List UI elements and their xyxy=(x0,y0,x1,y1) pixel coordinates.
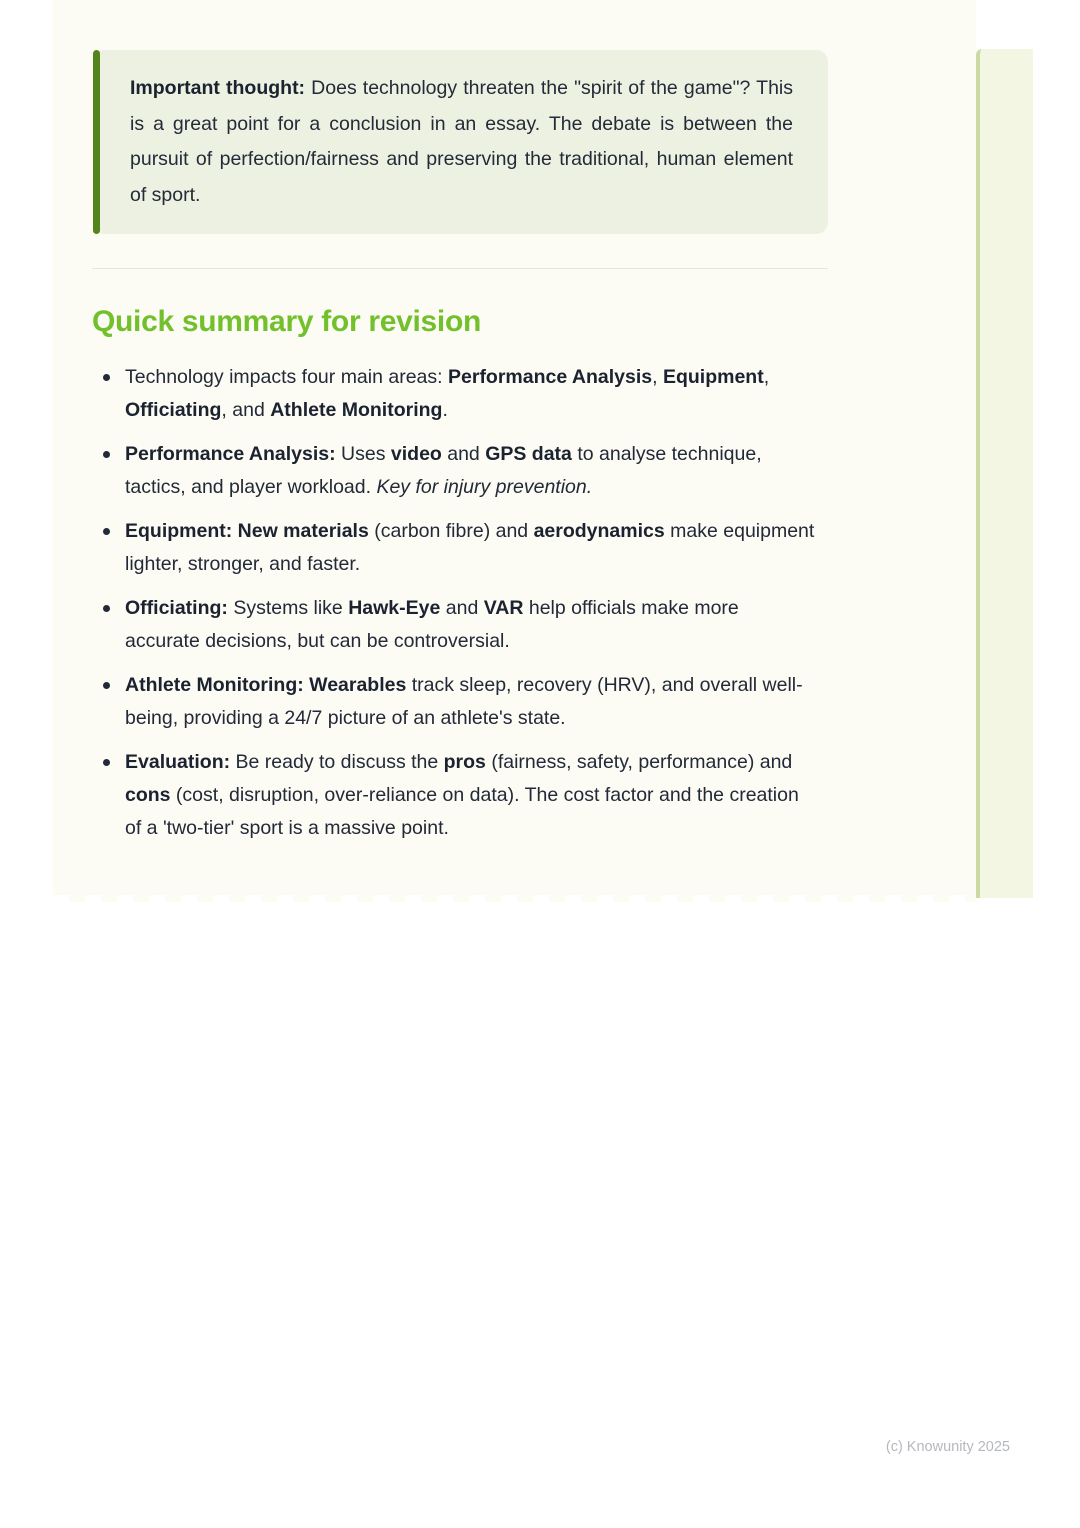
summary-bullet-item xyxy=(92,438,818,504)
text-segment: video xyxy=(390,443,442,465)
summary-bullet-item xyxy=(92,669,818,735)
text-segment: Be ready to discuss the xyxy=(230,751,444,773)
text-segment: Performance Analysis xyxy=(448,366,653,388)
text-segment: to analyse technique, tactics, and player workload. xyxy=(125,443,762,498)
text-segment: Does technology threaten the "spirit of the game"? This is a great point for a conclusion in an essay. The debate is between the pursuit of perfection/fairness and preserving the traditional, human element of sport. xyxy=(130,77,793,206)
text-segment: Uses xyxy=(335,443,391,465)
callout-accent-bar xyxy=(93,50,100,234)
text-segment: , and xyxy=(221,399,271,421)
text-segment: cons xyxy=(125,784,171,806)
text-segment: (cost, disruption, over-reliance on data). The cost factor and the creation of a 'two-tier' sport is a massive point. xyxy=(125,784,799,839)
text-segment: Key for injury prevention. xyxy=(376,476,593,498)
text-segment: Officiating xyxy=(125,399,222,421)
section-divider xyxy=(92,268,828,269)
copyright-text: (c) Knowunity 2025 xyxy=(885,1439,1010,1455)
important-thought-callout xyxy=(93,50,828,234)
text-segment: Equipment xyxy=(662,366,764,388)
summary-bullet-item xyxy=(92,361,818,427)
summary-bullet-item xyxy=(92,746,818,845)
section-heading: Quick summary for revision xyxy=(92,305,482,338)
text-segment: pros xyxy=(443,751,486,773)
text-segment: aerodynamics xyxy=(533,520,665,542)
text-segment: make equipment lighter, stronger, and faster. xyxy=(125,520,815,575)
text-segment: track sleep, recovery (HRV), and overall well-being, providing a 24/7 picture of an athlete's state. xyxy=(125,674,803,729)
text-segment: and xyxy=(440,597,484,619)
text-segment: Equipment: New materials xyxy=(125,520,369,542)
summary-bullet-item xyxy=(92,592,818,658)
text-segment: . xyxy=(442,399,448,421)
summary-bullet-item xyxy=(92,515,818,581)
text-segment: Performance Analysis: xyxy=(125,443,336,465)
text-segment: Athlete Monitoring xyxy=(270,399,443,421)
text-segment: and xyxy=(441,443,486,465)
text-segment: Athlete Monitoring: Wearables xyxy=(125,674,407,696)
document-page xyxy=(53,0,976,902)
text-segment: , xyxy=(763,366,770,388)
text-segment: (fairness, safety, performance) and xyxy=(485,751,793,773)
page-edge-strip xyxy=(976,49,1033,898)
text-segment: Evaluation: xyxy=(125,751,231,773)
text-segment: Hawk-Eye xyxy=(348,597,441,619)
text-segment: Technology impacts four main areas: xyxy=(125,366,448,388)
text-segment: Systems like xyxy=(227,597,349,619)
text-segment: help officials make more accurate decisions, but can be controversial. xyxy=(125,597,739,652)
summary-list xyxy=(92,361,818,856)
text-segment: , xyxy=(652,366,663,388)
text-segment: Important thought: xyxy=(130,77,306,99)
text-segment: GPS data xyxy=(485,443,572,465)
text-segment: VAR xyxy=(483,597,524,619)
text-segment: (carbon fibre) and xyxy=(368,520,534,542)
text-segment: Officiating: xyxy=(125,597,228,619)
callout-text xyxy=(130,71,793,213)
